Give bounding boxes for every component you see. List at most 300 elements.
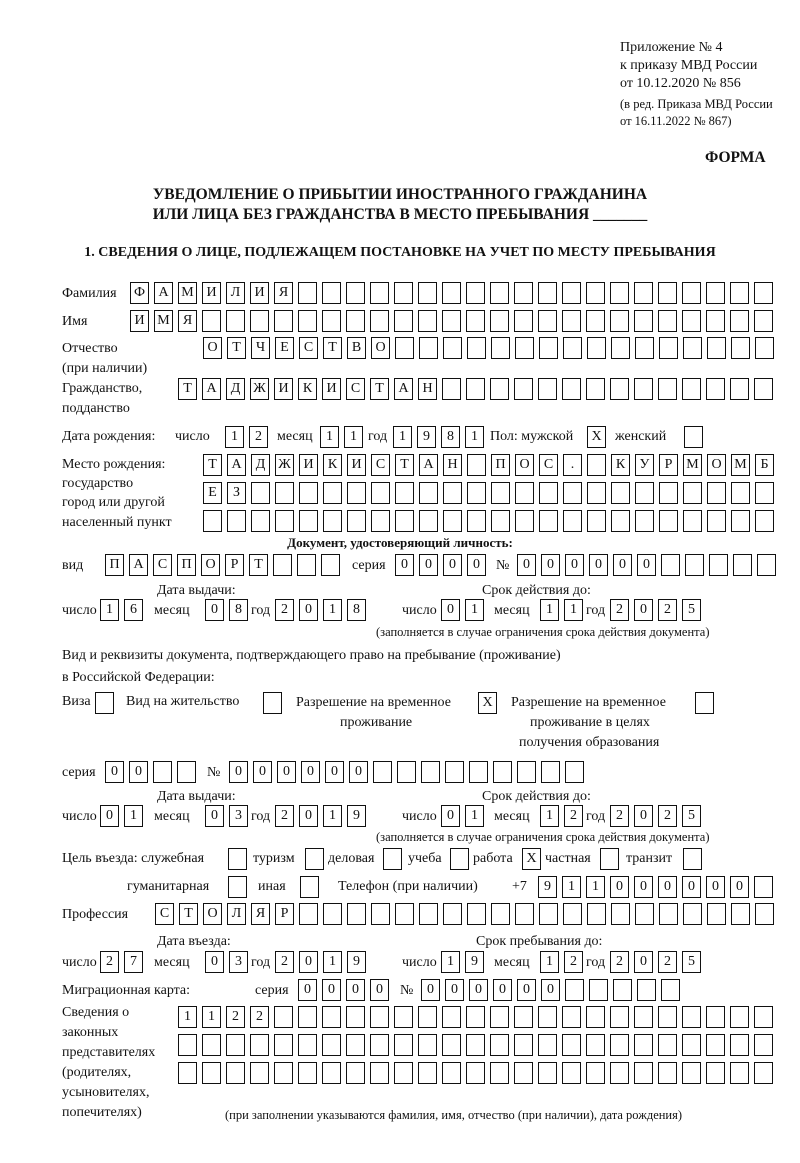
- char-cell[interactable]: Ж: [275, 454, 294, 476]
- char-cell[interactable]: 0: [443, 554, 462, 576]
- char-cell[interactable]: [634, 1062, 653, 1084]
- char-cell[interactable]: Т: [323, 337, 342, 359]
- char-cell[interactable]: К: [298, 378, 317, 400]
- char-cell[interactable]: [466, 1034, 485, 1056]
- char-cell[interactable]: [450, 848, 469, 870]
- char-cell[interactable]: [682, 1034, 701, 1056]
- char-cell[interactable]: 1: [465, 805, 484, 827]
- char-cell[interactable]: У: [635, 454, 654, 476]
- purpose-private-checkbox[interactable]: [600, 848, 624, 870]
- char-cell[interactable]: [563, 510, 582, 532]
- citizenship-field[interactable]: [178, 378, 778, 400]
- char-cell[interactable]: 0: [467, 554, 486, 576]
- char-cell[interactable]: [418, 1062, 437, 1084]
- char-cell[interactable]: [587, 454, 606, 476]
- char-cell[interactable]: [611, 337, 630, 359]
- id-valid-year-field[interactable]: [610, 599, 706, 621]
- char-cell[interactable]: [305, 848, 324, 870]
- char-cell[interactable]: [731, 337, 750, 359]
- char-cell[interactable]: [418, 310, 437, 332]
- char-cell[interactable]: [274, 1034, 293, 1056]
- char-cell[interactable]: [322, 1006, 341, 1028]
- char-cell[interactable]: И: [250, 282, 269, 304]
- char-cell[interactable]: [443, 510, 462, 532]
- char-cell[interactable]: 2: [564, 805, 583, 827]
- char-cell[interactable]: [611, 903, 630, 925]
- char-cell[interactable]: А: [394, 378, 413, 400]
- char-cell[interactable]: 0: [637, 554, 656, 576]
- legal-reps-row-1[interactable]: [178, 1006, 778, 1028]
- char-cell[interactable]: [514, 378, 533, 400]
- char-cell[interactable]: О: [201, 554, 220, 576]
- char-cell[interactable]: [442, 1062, 461, 1084]
- birth-day-field[interactable]: [225, 426, 273, 448]
- char-cell[interactable]: [610, 310, 629, 332]
- id-valid-month-field[interactable]: [540, 599, 588, 621]
- char-cell[interactable]: О: [203, 903, 222, 925]
- char-cell[interactable]: [706, 310, 725, 332]
- char-cell[interactable]: [370, 1034, 389, 1056]
- char-cell[interactable]: [634, 1006, 653, 1028]
- char-cell[interactable]: Т: [395, 454, 414, 476]
- char-cell[interactable]: [467, 482, 486, 504]
- char-cell[interactable]: [658, 1062, 677, 1084]
- char-cell[interactable]: [490, 1034, 509, 1056]
- char-cell[interactable]: [226, 1062, 245, 1084]
- char-cell[interactable]: [538, 378, 557, 400]
- char-cell[interactable]: [586, 310, 605, 332]
- char-cell[interactable]: С: [346, 378, 365, 400]
- char-cell[interactable]: А: [419, 454, 438, 476]
- char-cell[interactable]: [706, 1034, 725, 1056]
- char-cell[interactable]: [683, 337, 702, 359]
- char-cell[interactable]: 0: [129, 761, 148, 783]
- char-cell[interactable]: [203, 510, 222, 532]
- char-cell[interactable]: [466, 1006, 485, 1028]
- char-cell[interactable]: [611, 482, 630, 504]
- char-cell[interactable]: [394, 1062, 413, 1084]
- char-cell[interactable]: [275, 510, 294, 532]
- char-cell[interactable]: [323, 903, 342, 925]
- char-cell[interactable]: 3: [229, 951, 248, 973]
- char-cell[interactable]: [538, 1006, 557, 1028]
- char-cell[interactable]: [397, 761, 416, 783]
- purpose-study-checkbox[interactable]: [450, 848, 474, 870]
- char-cell[interactable]: 9: [465, 951, 484, 973]
- char-cell[interactable]: 2: [250, 1006, 269, 1028]
- char-cell[interactable]: [634, 1034, 653, 1056]
- char-cell[interactable]: 0: [517, 554, 536, 576]
- char-cell[interactable]: X: [522, 848, 541, 870]
- char-cell[interactable]: [321, 554, 340, 576]
- char-cell[interactable]: 0: [205, 805, 224, 827]
- char-cell[interactable]: О: [515, 454, 534, 476]
- char-cell[interactable]: [683, 903, 702, 925]
- char-cell[interactable]: [661, 554, 680, 576]
- char-cell[interactable]: [490, 378, 509, 400]
- char-cell[interactable]: [514, 310, 533, 332]
- char-cell[interactable]: [466, 378, 485, 400]
- char-cell[interactable]: [418, 1034, 437, 1056]
- char-cell[interactable]: 8: [229, 599, 248, 621]
- char-cell[interactable]: [517, 761, 536, 783]
- char-cell[interactable]: [95, 692, 114, 714]
- char-cell[interactable]: [466, 310, 485, 332]
- id-issue-year-field[interactable]: [275, 599, 371, 621]
- char-cell[interactable]: [395, 510, 414, 532]
- char-cell[interactable]: [587, 482, 606, 504]
- char-cell[interactable]: 0: [634, 599, 653, 621]
- char-cell[interactable]: [539, 337, 558, 359]
- char-cell[interactable]: 1: [540, 599, 559, 621]
- char-cell[interactable]: [467, 337, 486, 359]
- char-cell[interactable]: 2: [249, 426, 268, 448]
- char-cell[interactable]: [683, 482, 702, 504]
- char-cell[interactable]: [634, 378, 653, 400]
- char-cell[interactable]: Б: [755, 454, 774, 476]
- char-cell[interactable]: Д: [226, 378, 245, 400]
- char-cell[interactable]: [322, 282, 341, 304]
- char-cell[interactable]: [202, 1062, 221, 1084]
- right-issue-day-field[interactable]: [100, 805, 148, 827]
- char-cell[interactable]: [755, 482, 774, 504]
- char-cell[interactable]: 1: [393, 426, 412, 448]
- char-cell[interactable]: А: [202, 378, 221, 400]
- char-cell[interactable]: [754, 1006, 773, 1028]
- char-cell[interactable]: [177, 761, 196, 783]
- char-cell[interactable]: Л: [226, 282, 245, 304]
- char-cell[interactable]: [611, 510, 630, 532]
- migration-series-field[interactable]: [298, 979, 394, 1001]
- char-cell[interactable]: В: [347, 337, 366, 359]
- char-cell[interactable]: [754, 378, 773, 400]
- char-cell[interactable]: 2: [610, 805, 629, 827]
- char-cell[interactable]: [274, 1062, 293, 1084]
- char-cell[interactable]: 0: [610, 876, 629, 898]
- char-cell[interactable]: [263, 692, 282, 714]
- char-cell[interactable]: 3: [229, 805, 248, 827]
- edu-permit-checkbox[interactable]: [695, 692, 719, 714]
- char-cell[interactable]: 5: [682, 805, 701, 827]
- char-cell[interactable]: И: [130, 310, 149, 332]
- char-cell[interactable]: 0: [346, 979, 365, 1001]
- char-cell[interactable]: 0: [634, 805, 653, 827]
- char-cell[interactable]: [658, 1006, 677, 1028]
- char-cell[interactable]: [491, 510, 510, 532]
- char-cell[interactable]: 1: [100, 599, 119, 621]
- char-cell[interactable]: [323, 510, 342, 532]
- char-cell[interactable]: 0: [299, 599, 318, 621]
- char-cell[interactable]: 1: [323, 951, 342, 973]
- char-cell[interactable]: [251, 510, 270, 532]
- char-cell[interactable]: А: [154, 282, 173, 304]
- entry-year-field[interactable]: [275, 951, 371, 973]
- char-cell[interactable]: [730, 282, 749, 304]
- char-cell[interactable]: [298, 1034, 317, 1056]
- char-cell[interactable]: Н: [443, 454, 462, 476]
- char-cell[interactable]: [565, 979, 584, 1001]
- char-cell[interactable]: [610, 1062, 629, 1084]
- char-cell[interactable]: Т: [178, 378, 197, 400]
- char-cell[interactable]: 5: [682, 599, 701, 621]
- right-doc-series-field[interactable]: [105, 761, 201, 783]
- char-cell[interactable]: [346, 1034, 365, 1056]
- char-cell[interactable]: [346, 282, 365, 304]
- char-cell[interactable]: 0: [100, 805, 119, 827]
- char-cell[interactable]: [562, 1006, 581, 1028]
- char-cell[interactable]: [346, 1062, 365, 1084]
- char-cell[interactable]: 0: [301, 761, 320, 783]
- char-cell[interactable]: 2: [610, 599, 629, 621]
- char-cell[interactable]: [299, 482, 318, 504]
- char-cell[interactable]: [443, 903, 462, 925]
- char-cell[interactable]: [730, 1062, 749, 1084]
- char-cell[interactable]: 0: [105, 761, 124, 783]
- char-cell[interactable]: [730, 310, 749, 332]
- char-cell[interactable]: И: [347, 454, 366, 476]
- birth-place-row-1[interactable]: [203, 454, 779, 476]
- char-cell[interactable]: [589, 979, 608, 1001]
- char-cell[interactable]: [322, 310, 341, 332]
- char-cell[interactable]: [659, 510, 678, 532]
- char-cell[interactable]: [659, 903, 678, 925]
- char-cell[interactable]: А: [129, 554, 148, 576]
- char-cell[interactable]: [514, 282, 533, 304]
- char-cell[interactable]: 1: [586, 876, 605, 898]
- char-cell[interactable]: [683, 848, 702, 870]
- right-valid-month-field[interactable]: [540, 805, 588, 827]
- char-cell[interactable]: [562, 1062, 581, 1084]
- char-cell[interactable]: 9: [347, 951, 366, 973]
- char-cell[interactable]: 2: [226, 1006, 245, 1028]
- id-doc-number-field[interactable]: [517, 554, 781, 576]
- purpose-transit-checkbox[interactable]: [683, 848, 707, 870]
- char-cell[interactable]: Т: [249, 554, 268, 576]
- char-cell[interactable]: [418, 1006, 437, 1028]
- char-cell[interactable]: [634, 310, 653, 332]
- patronymic-field[interactable]: [203, 337, 779, 359]
- char-cell[interactable]: [370, 1062, 389, 1084]
- char-cell[interactable]: Ч: [251, 337, 270, 359]
- char-cell[interactable]: 0: [469, 979, 488, 1001]
- char-cell[interactable]: 0: [298, 979, 317, 1001]
- char-cell[interactable]: 0: [229, 761, 248, 783]
- char-cell[interactable]: 0: [419, 554, 438, 576]
- char-cell[interactable]: [538, 282, 557, 304]
- char-cell[interactable]: 9: [538, 876, 557, 898]
- char-cell[interactable]: М: [154, 310, 173, 332]
- char-cell[interactable]: 0: [349, 761, 368, 783]
- char-cell[interactable]: [658, 310, 677, 332]
- right-valid-day-field[interactable]: [441, 805, 489, 827]
- char-cell[interactable]: [658, 282, 677, 304]
- char-cell[interactable]: [587, 337, 606, 359]
- char-cell[interactable]: 0: [541, 554, 560, 576]
- char-cell[interactable]: [634, 282, 653, 304]
- char-cell[interactable]: 0: [565, 554, 584, 576]
- char-cell[interactable]: 0: [634, 951, 653, 973]
- char-cell[interactable]: [682, 1062, 701, 1084]
- char-cell[interactable]: И: [322, 378, 341, 400]
- char-cell[interactable]: [490, 1062, 509, 1084]
- char-cell[interactable]: 0: [682, 876, 701, 898]
- char-cell[interactable]: [539, 482, 558, 504]
- char-cell[interactable]: 2: [275, 599, 294, 621]
- char-cell[interactable]: [707, 337, 726, 359]
- char-cell[interactable]: 1: [540, 951, 559, 973]
- char-cell[interactable]: [733, 554, 752, 576]
- char-cell[interactable]: 0: [395, 554, 414, 576]
- char-cell[interactable]: Е: [203, 482, 222, 504]
- char-cell[interactable]: [586, 1034, 605, 1056]
- purpose-service-checkbox[interactable]: [228, 848, 252, 870]
- char-cell[interactable]: .: [563, 454, 582, 476]
- sex-male-checkbox[interactable]: [587, 426, 611, 448]
- char-cell[interactable]: [539, 903, 558, 925]
- char-cell[interactable]: [322, 1062, 341, 1084]
- char-cell[interactable]: 1: [564, 599, 583, 621]
- char-cell[interactable]: [467, 510, 486, 532]
- char-cell[interactable]: [683, 510, 702, 532]
- char-cell[interactable]: [731, 510, 750, 532]
- char-cell[interactable]: 0: [253, 761, 272, 783]
- char-cell[interactable]: 0: [421, 979, 440, 1001]
- char-cell[interactable]: [685, 554, 704, 576]
- char-cell[interactable]: [467, 903, 486, 925]
- char-cell[interactable]: [586, 282, 605, 304]
- char-cell[interactable]: Д: [251, 454, 270, 476]
- stay-year-field[interactable]: [610, 951, 706, 973]
- char-cell[interactable]: [491, 903, 510, 925]
- char-cell[interactable]: [275, 482, 294, 504]
- char-cell[interactable]: [370, 310, 389, 332]
- char-cell[interactable]: 0: [277, 761, 296, 783]
- char-cell[interactable]: 0: [493, 979, 512, 1001]
- char-cell[interactable]: [298, 282, 317, 304]
- char-cell[interactable]: X: [478, 692, 497, 714]
- char-cell[interactable]: [658, 378, 677, 400]
- id-doc-series-field[interactable]: [395, 554, 491, 576]
- char-cell[interactable]: [347, 482, 366, 504]
- char-cell[interactable]: С: [371, 454, 390, 476]
- char-cell[interactable]: [466, 1062, 485, 1084]
- char-cell[interactable]: [300, 876, 319, 898]
- char-cell[interactable]: [298, 310, 317, 332]
- legal-reps-row-2[interactable]: [178, 1034, 778, 1056]
- char-cell[interactable]: Р: [225, 554, 244, 576]
- char-cell[interactable]: [273, 554, 292, 576]
- char-cell[interactable]: [394, 310, 413, 332]
- purpose-work-checkbox[interactable]: [522, 848, 546, 870]
- char-cell[interactable]: [226, 310, 245, 332]
- char-cell[interactable]: [586, 378, 605, 400]
- char-cell[interactable]: X: [587, 426, 606, 448]
- char-cell[interactable]: 0: [441, 805, 460, 827]
- char-cell[interactable]: [565, 761, 584, 783]
- right-valid-year-field[interactable]: [610, 805, 706, 827]
- char-cell[interactable]: [394, 1006, 413, 1028]
- char-cell[interactable]: 1: [124, 805, 143, 827]
- char-cell[interactable]: [709, 554, 728, 576]
- char-cell[interactable]: 2: [275, 805, 294, 827]
- char-cell[interactable]: [562, 1034, 581, 1056]
- char-cell[interactable]: [371, 903, 390, 925]
- char-cell[interactable]: [490, 310, 509, 332]
- char-cell[interactable]: [490, 282, 509, 304]
- char-cell[interactable]: [707, 510, 726, 532]
- char-cell[interactable]: 1: [344, 426, 363, 448]
- char-cell[interactable]: С: [153, 554, 172, 576]
- char-cell[interactable]: [538, 1062, 557, 1084]
- char-cell[interactable]: [419, 903, 438, 925]
- char-cell[interactable]: С: [155, 903, 174, 925]
- char-cell[interactable]: [442, 378, 461, 400]
- sex-female-checkbox[interactable]: [684, 426, 708, 448]
- char-cell[interactable]: Р: [659, 454, 678, 476]
- char-cell[interactable]: [754, 282, 773, 304]
- char-cell[interactable]: [371, 510, 390, 532]
- char-cell[interactable]: [322, 1034, 341, 1056]
- char-cell[interactable]: З: [227, 482, 246, 504]
- char-cell[interactable]: [250, 1034, 269, 1056]
- char-cell[interactable]: [370, 282, 389, 304]
- char-cell[interactable]: Ж: [250, 378, 269, 400]
- char-cell[interactable]: Ф: [130, 282, 149, 304]
- char-cell[interactable]: [298, 1006, 317, 1028]
- char-cell[interactable]: П: [105, 554, 124, 576]
- char-cell[interactable]: [610, 1006, 629, 1028]
- char-cell[interactable]: [658, 1034, 677, 1056]
- legal-reps-row-3[interactable]: [178, 1062, 778, 1084]
- char-cell[interactable]: 1: [465, 426, 484, 448]
- char-cell[interactable]: [346, 1006, 365, 1028]
- migration-number-field[interactable]: [421, 979, 685, 1001]
- char-cell[interactable]: [443, 337, 462, 359]
- char-cell[interactable]: 0: [634, 876, 653, 898]
- char-cell[interactable]: [635, 482, 654, 504]
- char-cell[interactable]: 1: [202, 1006, 221, 1028]
- char-cell[interactable]: [637, 979, 656, 1001]
- char-cell[interactable]: Е: [275, 337, 294, 359]
- id-issue-day-field[interactable]: [100, 599, 148, 621]
- char-cell[interactable]: [370, 1006, 389, 1028]
- char-cell[interactable]: [562, 378, 581, 400]
- char-cell[interactable]: [347, 510, 366, 532]
- char-cell[interactable]: [684, 426, 703, 448]
- residence-checkbox[interactable]: [263, 692, 287, 714]
- char-cell[interactable]: [755, 337, 774, 359]
- char-cell[interactable]: [442, 282, 461, 304]
- char-cell[interactable]: [539, 510, 558, 532]
- char-cell[interactable]: 1: [323, 805, 342, 827]
- char-cell[interactable]: [730, 378, 749, 400]
- char-cell[interactable]: [226, 1034, 245, 1056]
- purpose-other-checkbox[interactable]: [300, 876, 324, 898]
- birth-place-row-3[interactable]: [203, 510, 779, 532]
- char-cell[interactable]: [563, 903, 582, 925]
- char-cell[interactable]: 0: [445, 979, 464, 1001]
- char-cell[interactable]: [613, 979, 632, 1001]
- char-cell[interactable]: [541, 761, 560, 783]
- char-cell[interactable]: [538, 1034, 557, 1056]
- char-cell[interactable]: [445, 761, 464, 783]
- char-cell[interactable]: 1: [562, 876, 581, 898]
- char-cell[interactable]: 0: [325, 761, 344, 783]
- char-cell[interactable]: Т: [203, 454, 222, 476]
- char-cell[interactable]: 2: [658, 805, 677, 827]
- char-cell[interactable]: 0: [730, 876, 749, 898]
- right-issue-month-field[interactable]: [205, 805, 253, 827]
